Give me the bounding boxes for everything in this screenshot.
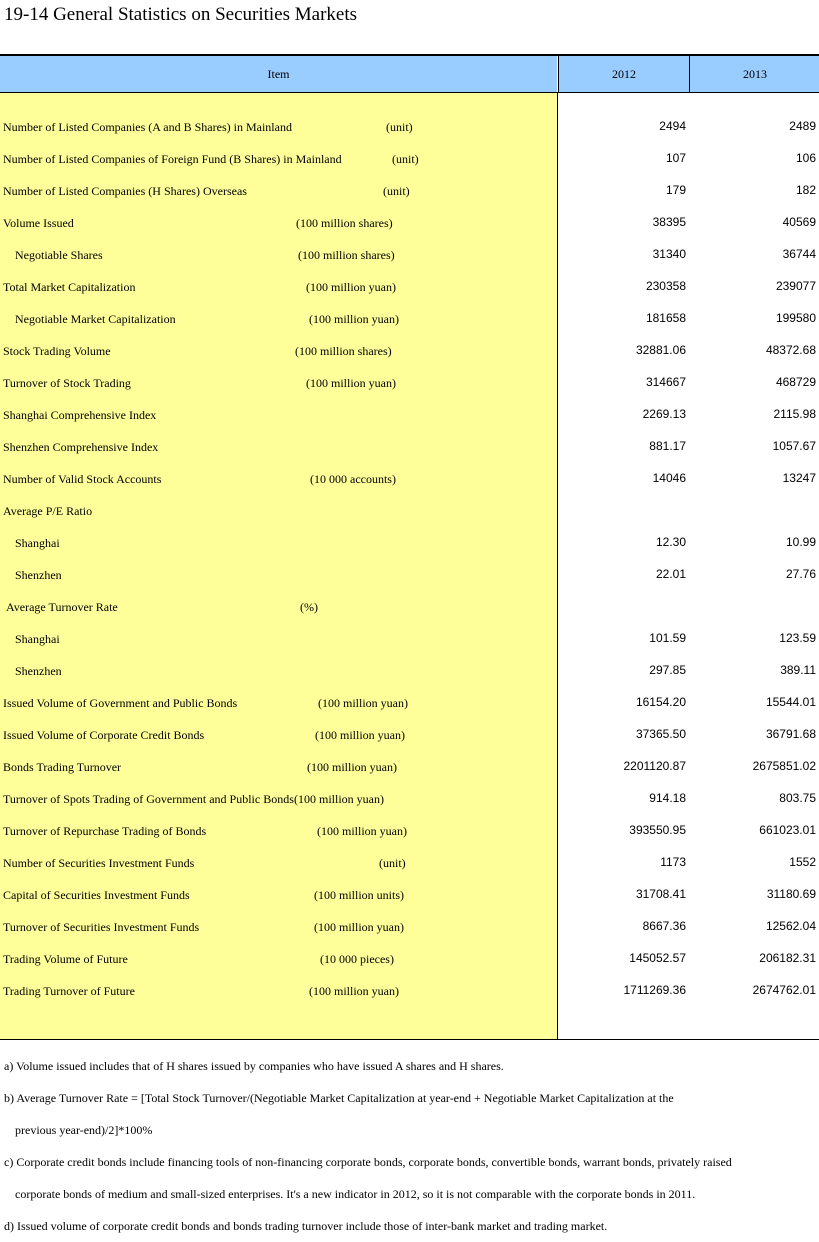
value-2012: 1711269.36: [623, 983, 686, 997]
row-unit: (100 million yuan): [315, 728, 405, 742]
row-unit: (unit): [379, 856, 406, 870]
table-row: [0, 241, 819, 273]
table-row: [0, 113, 819, 145]
row-label: Negotiable Market Capitalization: [15, 312, 176, 326]
value-2013: 48372.68: [765, 343, 816, 357]
value-2013: 106: [795, 151, 816, 165]
row-label: Turnover of Securities Investment Funds: [3, 920, 200, 934]
footnote-b: b) Average Turnover Rate = [Total Stock Turnover/(Negotiable Market Capitalization at year-end + Negotiable Market Capitalization at the: [4, 1091, 674, 1105]
value-2013: 182: [795, 183, 816, 197]
row-unit: (100 million yuan): [306, 280, 396, 294]
row-unit: (100 million yuan): [306, 376, 396, 390]
header-2013: 2013: [689, 56, 819, 92]
table-row: [0, 209, 819, 241]
value-2013: 2115.98: [773, 407, 816, 421]
table-row: [0, 433, 819, 465]
row-label: Trading Volume of Future: [3, 952, 128, 966]
row-unit: (100 million yuan): [314, 920, 404, 934]
table-row: [0, 529, 819, 561]
row-unit: (unit): [392, 152, 419, 166]
value-2012: 914.18: [649, 791, 686, 805]
value-2012: 2201120.87: [623, 759, 686, 773]
statistics-table: [0, 54, 819, 1040]
row-unit: (100 million units): [314, 888, 404, 902]
row-unit: (100 million yuan): [317, 824, 407, 838]
value-2013: 2674762.01: [752, 983, 816, 997]
value-2012: 22.01: [655, 567, 686, 581]
row-label: Capital of Securities Investment Funds: [3, 888, 190, 902]
row-label: Issued Volume of Corporate Credit Bonds: [3, 728, 205, 742]
value-2013: 389.11: [780, 663, 816, 677]
value-2012: 31708.41: [635, 887, 686, 901]
table-row: [0, 465, 819, 497]
value-2012: 393550.95: [629, 823, 686, 837]
table-row: [0, 369, 819, 401]
row-unit: (100 million shares): [298, 248, 395, 262]
value-2012: 14046: [652, 471, 686, 485]
row-label: Number of Securities Investment Funds: [3, 856, 195, 870]
table-row: [0, 945, 819, 977]
row-label: Shenzhen: [15, 664, 62, 678]
row-unit: (unit): [386, 120, 413, 134]
row-label: Shenzhen Comprehensive Index: [3, 440, 159, 454]
row-unit: (10 000 pieces): [320, 952, 394, 966]
value-2013: 468729: [775, 375, 816, 389]
row-unit: (100 million shares): [295, 344, 392, 358]
value-2013: 27.76: [785, 567, 816, 581]
page-title: 19-14 General Statistics on Securities Markets: [4, 4, 358, 25]
value-2013: 803.75: [779, 791, 816, 805]
value-2012: 16154.20: [635, 695, 686, 709]
table-row: [0, 721, 819, 753]
table-row: [0, 785, 819, 817]
row-label: Shanghai: [15, 632, 60, 646]
table-row: [0, 849, 819, 881]
value-2012: 12.30: [655, 535, 686, 549]
row-label: Total Market Capitalization: [3, 280, 136, 294]
value-2013: 206182.31: [759, 951, 816, 965]
value-2012: 1173: [660, 855, 686, 869]
value-2012: 37365.50: [635, 727, 686, 741]
row-label: Issued Volume of Government and Public Bonds: [3, 696, 238, 710]
value-2013: 12562.04: [765, 919, 816, 933]
table-row: [0, 753, 819, 785]
value-2012: 2269.13: [642, 407, 686, 421]
table-row: [0, 273, 819, 305]
value-2013: 123.59: [779, 631, 816, 645]
value-2013: 13247: [782, 471, 816, 485]
table-row: [0, 593, 819, 625]
row-label: Average P/E Ratio: [3, 504, 93, 518]
value-2012: 31340: [652, 247, 686, 261]
footnote-c-cont: corporate bonds of medium and small-sized enterprises. It's a new indicator in 2012, so it is not comparable with the corporate bonds in 2011.: [15, 1187, 696, 1201]
value-2013: 1057.67: [772, 439, 816, 453]
value-2013: 40569: [782, 215, 816, 229]
row-label: Turnover of Spots Trading of Government and Public Bonds: [3, 792, 294, 806]
table-row: [0, 497, 819, 529]
row-unit: (%): [300, 600, 318, 614]
row-label: Negotiable Shares: [15, 248, 103, 262]
table-header: [0, 54, 819, 93]
value-2012: 32881.06: [635, 343, 686, 357]
row-label: Shanghai: [15, 536, 60, 550]
row-unit: (10 000 accounts): [310, 472, 396, 486]
row-unit: (100 million yuan): [294, 792, 384, 806]
row-unit: (100 million yuan): [309, 312, 399, 326]
row-unit: (100 million yuan): [318, 696, 408, 710]
row-label: Turnover of Repurchase Trading of Bonds: [3, 824, 207, 838]
table-row: [0, 913, 819, 945]
table-row: [0, 977, 819, 1009]
value-2013: 199580: [775, 311, 816, 325]
row-label: Stock Trading Volume: [3, 344, 111, 358]
value-2013: 1552: [789, 855, 816, 869]
table-body: [0, 93, 819, 1040]
value-2012: 145052.57: [629, 951, 686, 965]
row-label: Shanghai Comprehensive Index: [3, 408, 157, 422]
table-row: [0, 689, 819, 721]
footnote-b-cont: previous year-end)/2]*100%: [15, 1123, 153, 1137]
value-2012: 8667.36: [642, 919, 686, 933]
value-2012: 881.17: [649, 439, 686, 453]
value-2013: 661023.01: [759, 823, 816, 837]
value-2012: 101.59: [649, 631, 686, 645]
table-row: [0, 305, 819, 337]
row-label: Number of Listed Companies (H Shares) Overseas: [3, 184, 247, 198]
value-2012: 297.85: [649, 663, 686, 677]
row-unit: (100 million yuan): [309, 984, 399, 998]
value-2013: 36744: [782, 247, 816, 261]
row-label: Trading Turnover of Future: [3, 984, 135, 998]
table-row: [0, 625, 819, 657]
value-2012: 181658: [645, 311, 686, 325]
table-row: [0, 881, 819, 913]
value-2013: 36791.68: [765, 727, 816, 741]
value-2013: 239077: [775, 279, 816, 293]
row-label: Number of Listed Companies (A and B Shares) in Mainland: [3, 120, 292, 134]
row-label: Turnover of Stock Trading: [3, 376, 131, 390]
footnote-d: d) Issued volume of corporate credit bonds and bonds trading turnover include those of inter-bank market and trading market.: [4, 1219, 608, 1233]
footnote-a: a) Volume issued includes that of H shares issued by companies who have issued A shares and H shares.: [4, 1059, 504, 1073]
header-2012: 2012: [558, 56, 689, 92]
row-label: Number of Listed Companies of Foreign Fund (B Shares) in Mainland: [3, 152, 342, 166]
value-2012: 2494: [659, 119, 686, 133]
row-unit: (100 million yuan): [307, 760, 397, 774]
value-2013: 2675851.02: [752, 759, 816, 773]
value-2012: 179: [665, 183, 686, 197]
row-label: Average Turnover Rate: [6, 600, 118, 614]
value-2013: 15544.01: [765, 695, 816, 709]
table-row: [0, 401, 819, 433]
row-label: Volume Issued: [3, 216, 74, 230]
row-label: Bonds Trading Turnover: [3, 760, 122, 774]
row-unit: (unit): [383, 184, 410, 198]
table-row: [0, 817, 819, 849]
footnote-c: c) Corporate credit bonds include financing tools of non-financing corporate bonds, corporate bonds, convertible bonds, warrant bonds, privately raised: [4, 1155, 732, 1169]
table-row: [0, 145, 819, 177]
table-row: [0, 561, 819, 593]
footnotes: [4, 1050, 816, 1242]
row-unit: (100 million shares): [296, 216, 393, 230]
value-2012: 314667: [645, 375, 686, 389]
value-2013: 31180.69: [766, 887, 816, 901]
row-label: Number of Valid Stock Accounts: [3, 472, 162, 486]
header-item: Item: [0, 56, 557, 92]
table-row: [0, 337, 819, 369]
value-2012: 230358: [645, 279, 686, 293]
row-label: Shenzhen: [15, 568, 62, 582]
table-row: [0, 177, 819, 209]
value-2012: 107: [665, 151, 686, 165]
value-2013: 10.99: [785, 535, 816, 549]
value-2013: 2489: [789, 119, 816, 133]
table-row: [0, 657, 819, 689]
value-2012: 38395: [652, 215, 686, 229]
